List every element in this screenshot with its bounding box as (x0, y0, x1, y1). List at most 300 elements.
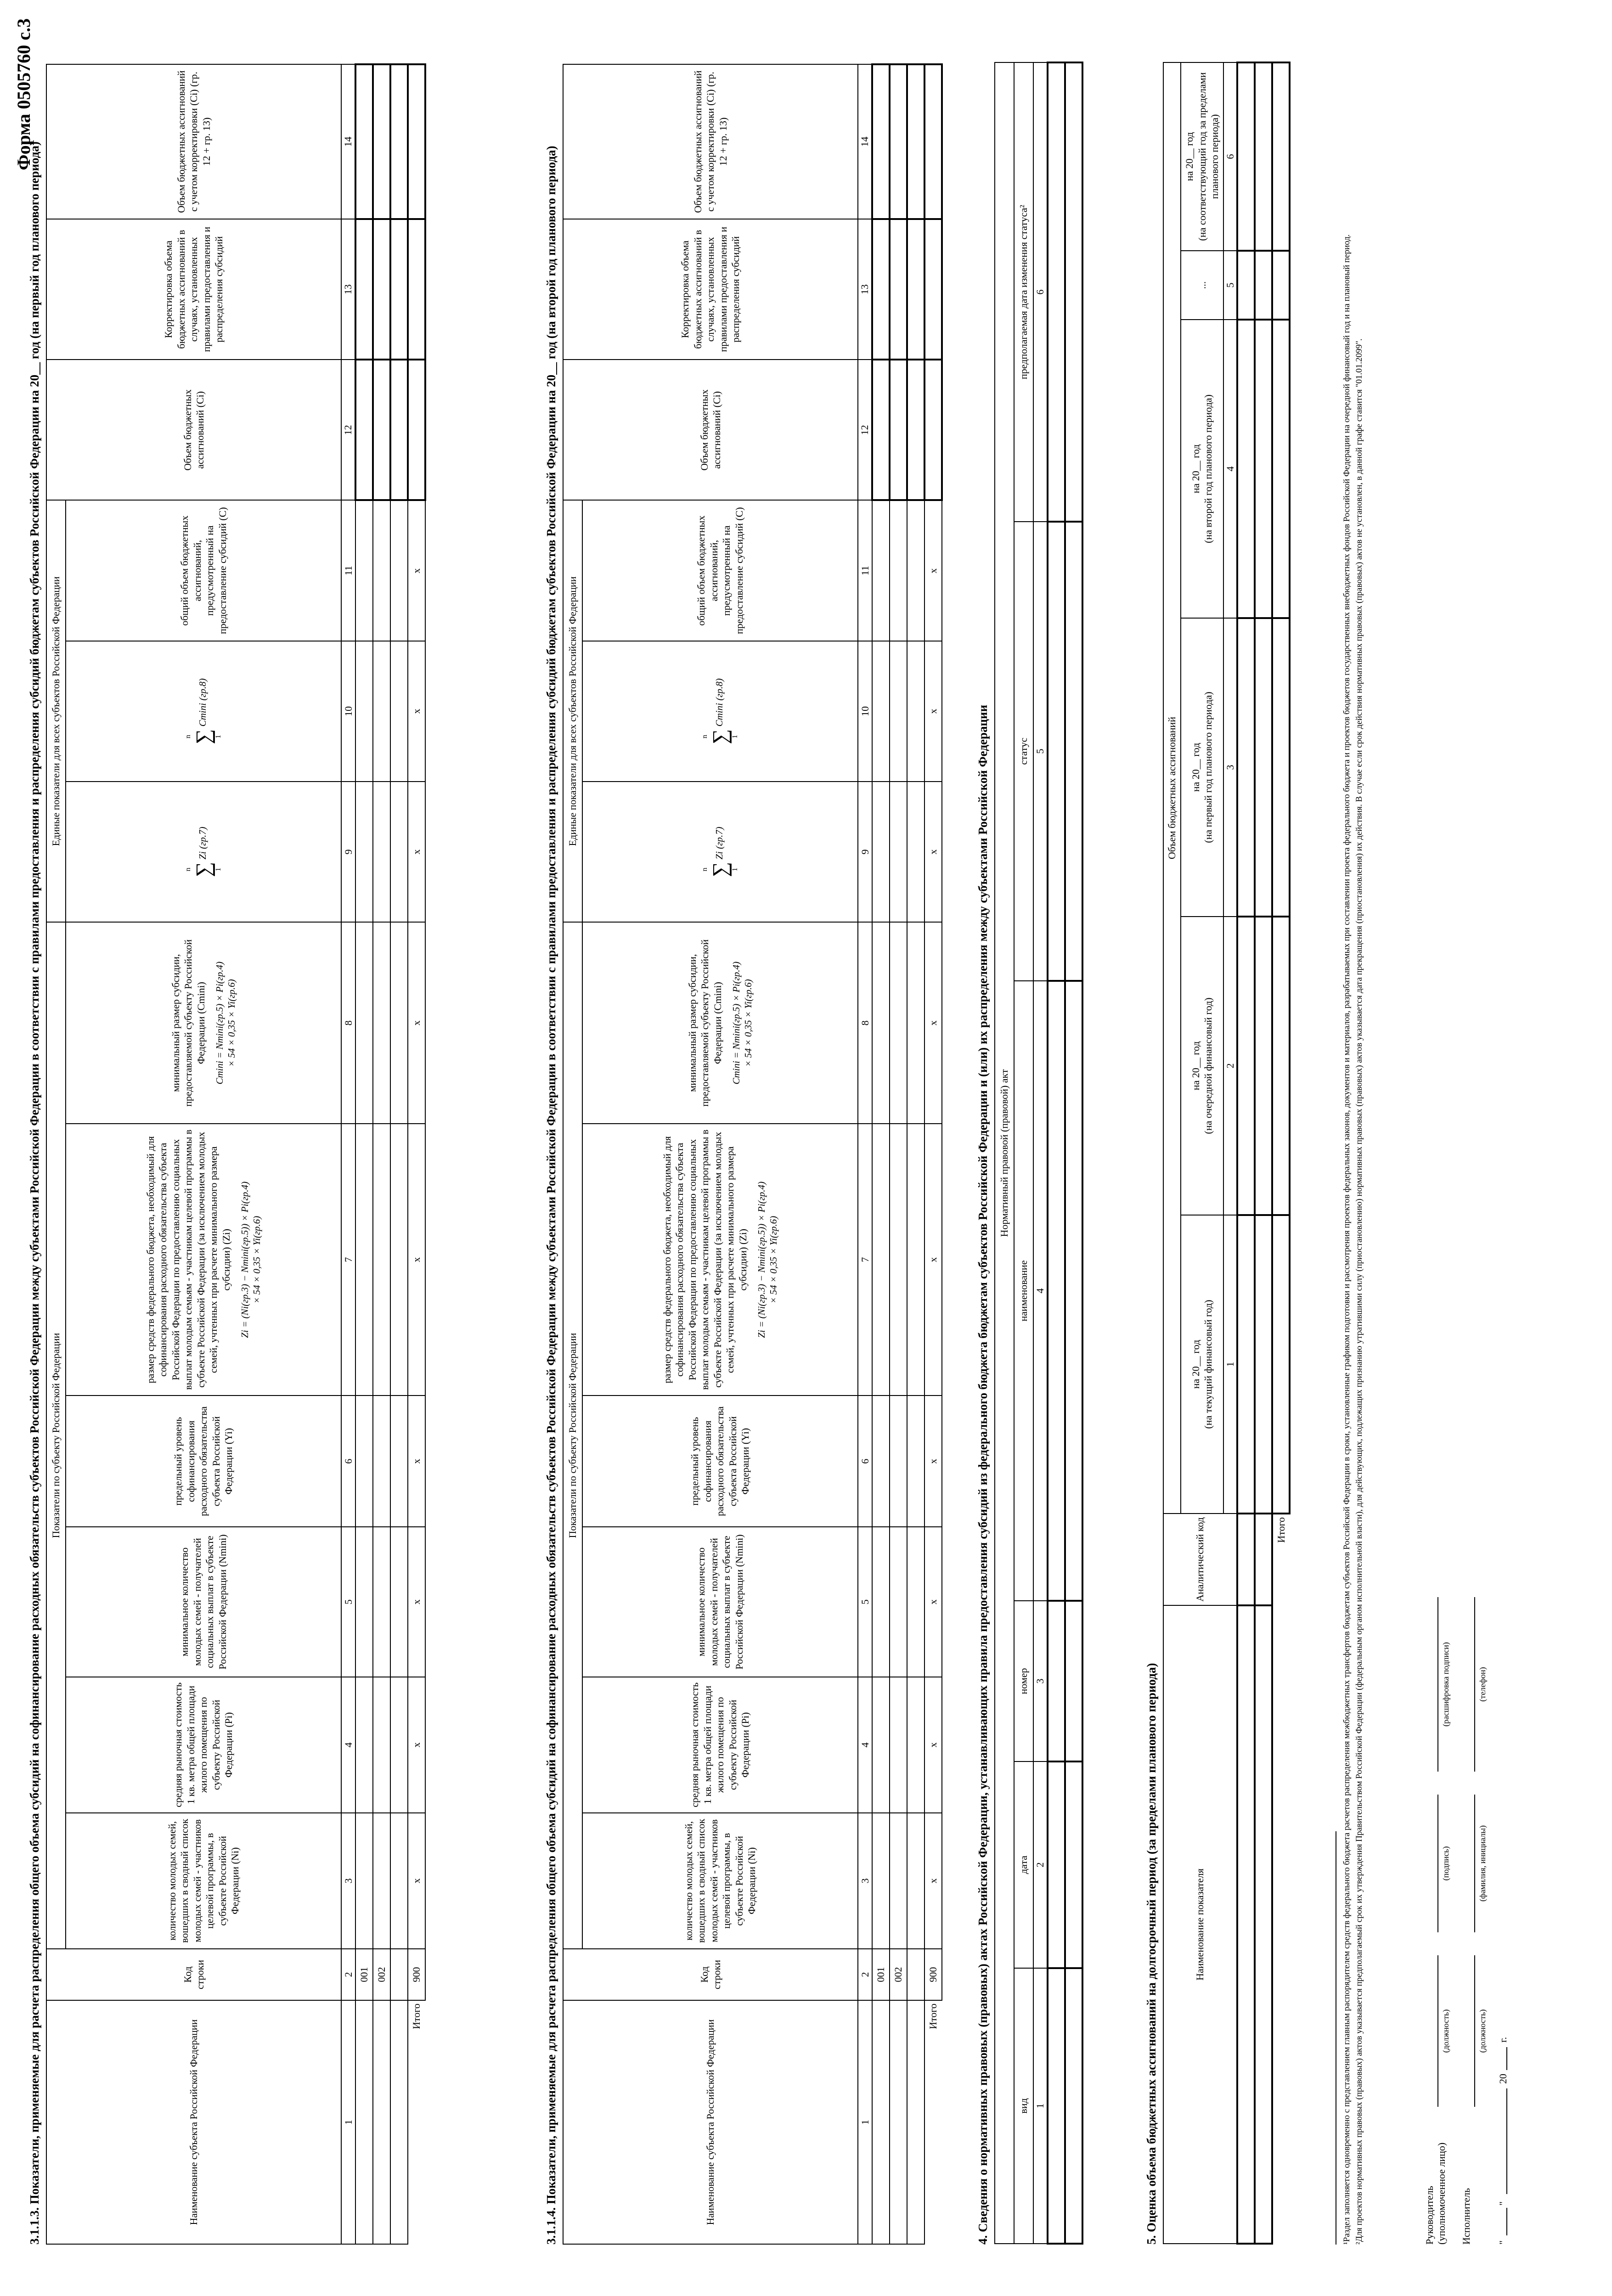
cell[interactable] (907, 1124, 924, 1396)
header-volume: Объем бюджетных ассигнований (1163, 62, 1181, 1514)
header-c7-text: размер средств федерального бюджета, необходимый для софинансирования расходного обязательства субъекта Российской Федерации по предоставлению социальных выплат молодым семьям - участникам целевой программы в субъекте Российской Федерации (за исключением молодых семей, учтенных при расчете минимального размера субсидии) (Zi) (661, 1129, 749, 1390)
header-y3-sub: (на первый год планового периода) (1202, 692, 1214, 843)
row-code: 001 (872, 1949, 890, 2000)
cell[interactable] (1255, 320, 1272, 618)
header-c10 (582, 641, 858, 782)
header-act: Нормативный правовой (правовой) акт (995, 62, 1014, 2244)
cell[interactable] (890, 641, 907, 782)
header-subject-name: Наименование субъекта Российской Федерации (563, 2000, 858, 2244)
head-label (1424, 2143, 1448, 2245)
table-row (390, 64, 408, 2244)
header-c8-text: минимальный размер субсидии, предоставляемой субъекту Российской Федерации (Cmini) (686, 939, 723, 1107)
cell[interactable] (355, 1527, 373, 1677)
header-c7-text: размер средств федерального бюджета, необходимый для софинансирования расходного обязательства субъекта Российской Федерации по предоставлению социальных выплат молодым семьям - участникам целевой программы в субъекте Российской Федерации (за исключением молодых семей, учтенных при расчете минимального размера субсидии) (Zi) (144, 1129, 232, 1390)
col-num: 2 (1223, 917, 1238, 1215)
col-num: 10 (341, 641, 355, 782)
header-c8-formula-a: Cmini = Nmini(гр.5) × Pi(гр.4) (731, 961, 742, 1085)
col-num: 2 (341, 1949, 355, 2000)
cell[interactable] (1048, 1761, 1065, 1968)
header-c11: общий объем бюджетных ассигнований, предусмотренный на предоставление субсидий (C) (66, 501, 341, 641)
x-mark: x (924, 1677, 942, 1813)
cell[interactable] (390, 641, 408, 782)
header-y1-year: на 20__ год (1189, 1339, 1201, 1389)
cell[interactable] (1255, 251, 1272, 320)
exec-position-field[interactable] (1474, 1955, 1475, 2107)
cell[interactable] (373, 219, 390, 360)
date-year-prefix: 20 (1497, 2074, 1509, 2084)
cell[interactable] (890, 1527, 907, 1677)
cell[interactable] (390, 1124, 408, 1396)
date-year-field[interactable] (1506, 2047, 1507, 2070)
col-num: 9 (858, 782, 872, 922)
col-num: 12 (341, 360, 355, 500)
cell[interactable] (373, 1124, 390, 1396)
cell[interactable] (373, 1813, 390, 1949)
cell[interactable] (355, 64, 373, 219)
cell[interactable] (924, 64, 942, 219)
head-label-1: Руководитель (1424, 2186, 1435, 2245)
cell[interactable] (1048, 981, 1065, 1601)
cell[interactable] (1272, 62, 1290, 251)
cell[interactable] (390, 501, 408, 641)
exec-phone-caption: (телефон) (1478, 1667, 1487, 1702)
header-group-subject: Показатели по субъекту Российской Федерации (563, 922, 582, 1949)
header-c8-formula-b: × 54 × 0,35 × Yi(гр.6) (226, 979, 237, 1067)
col-num: 11 (858, 501, 872, 641)
header-c14: Объем бюджетных ассигнований с учетом корректировки (Ci) (гр. 12 + гр. 13) (563, 64, 858, 219)
total-label: Итого (927, 2003, 939, 2029)
header-c10 (66, 641, 341, 782)
cell[interactable] (1237, 62, 1255, 251)
x-mark: x (408, 1527, 425, 1677)
cell[interactable] (355, 641, 373, 782)
cell[interactable] (907, 1677, 924, 1813)
cell[interactable] (890, 782, 907, 922)
table-row (355, 64, 373, 2244)
col-num: 7 (858, 1124, 872, 1396)
col-num: 5 (341, 1527, 355, 1677)
cell[interactable] (907, 1949, 924, 2000)
section-3113-title: 3.1.1.3. Показатели, применяемые для расчета распределения общего объема субсидий на софинансирование расходных обязательств субъектов Российской Федерации между субъектами Российской Федерации в соответствии с правилами предоставления и распределения субсидий бюджетам субъектов Российской Федерации на 20__ год (на первый год планового периода) (28, 141, 41, 2245)
header-status: статус (1014, 522, 1033, 981)
cell[interactable] (373, 2000, 390, 2244)
cell[interactable] (355, 360, 373, 500)
x-mark: x (924, 922, 942, 1124)
header-y1 (1181, 1215, 1223, 1514)
header-group-all: Единые показатели для всех субъектов Российской Федерации (563, 501, 582, 923)
footnote-1: ¹Раздел заполняется одновременно с представлением главным распорядителем средств федерального бюджета расчетов распределения межбюджетных трансфертов бюджетам субъектов Российской Федерации в сроки, установленные графиком подготовки и рассмотрения проектов федеральных законов, документов и материалов, разрабатываемых при составлении проекта федерального бюджета и проектов бюджетов государственных внебюджетных фондов Российской Федерации на очередной финансовый год и на плановый период. (1342, 234, 1352, 2245)
header-dots: ... (1181, 251, 1223, 320)
exec-position-caption: (должность) (1478, 2009, 1487, 2053)
footnote-2: ²Для проектов нормативных правовых (правовых) актов указывается предполагаемый срок их утверждения Правительством Российской Федерации (федеральным органом исполнительной власти), для действующих, подлежащих признанию утратившими силу (приостановлению) нормативных правовых (правовых) актов указывается дата прекращения (приостановления) их действия. В случае если срок действия нормативных правовых (правовых) актов не установлен, в данной графе ставится "01.01.2099". (1354, 338, 1364, 2245)
cell[interactable] (890, 501, 907, 641)
cell[interactable] (355, 2000, 373, 2244)
col-num: 1 (341, 2000, 355, 2244)
header-y4-year: на 20__ год (1189, 444, 1201, 494)
cell[interactable] (355, 1124, 373, 1396)
cell[interactable] (408, 360, 425, 500)
x-mark: x (408, 922, 425, 1124)
cell[interactable] (355, 922, 373, 1124)
cell[interactable] (1255, 1215, 1272, 1514)
cell[interactable] (1065, 62, 1082, 522)
cell[interactable] (390, 782, 408, 922)
cell[interactable] (373, 1396, 390, 1527)
cell[interactable] (355, 782, 373, 922)
header-status-date: предполагаемая дата изменения статуса² (1014, 62, 1033, 522)
cell[interactable] (1048, 1968, 1065, 2244)
cell[interactable] (1237, 251, 1255, 320)
cell[interactable] (907, 641, 924, 782)
header-c8 (582, 922, 858, 1124)
cell[interactable] (872, 1527, 890, 1677)
header-y2-year: на 20__ год (1189, 1041, 1201, 1091)
header-c3: количество молодых семей, вошедших в сводный список молодых семей - участников целевой программы, в субъекте Российской Федерации (Ni) (66, 1813, 341, 1949)
cell[interactable] (390, 219, 408, 360)
cell[interactable] (355, 1677, 373, 1813)
cell[interactable] (890, 219, 907, 360)
cell[interactable] (872, 64, 890, 219)
header-c13: Корректировка объема бюджетных ассигнований в случаях, установленных правилами предоставления и распределения субсидий (563, 219, 858, 360)
header-indicator: Наименование показателя (1163, 1605, 1237, 2244)
cell[interactable] (890, 64, 907, 219)
cell[interactable] (1255, 62, 1272, 251)
date-day-field[interactable] (1506, 2208, 1507, 2235)
exec-label: Исполнитель (1460, 2188, 1472, 2245)
col-num: 4 (858, 1677, 872, 1813)
table-row (1237, 62, 1255, 2244)
col-num: 3 (1223, 618, 1238, 917)
exec-phone-field[interactable] (1474, 1597, 1475, 1772)
header-number: номер (1014, 1601, 1033, 1761)
cell[interactable] (872, 219, 890, 360)
header-c7-formula-a: Zi = (Ni(гр.3) − Nmini(гр.5)) × Pi(гр.4) (756, 1181, 767, 1338)
cell[interactable] (872, 1396, 890, 1527)
cell[interactable] (1048, 62, 1065, 522)
row-code: 002 (373, 1949, 390, 2000)
column-numbers-row (341, 64, 355, 2244)
cell[interactable] (355, 1813, 373, 1949)
cell[interactable] (1065, 522, 1082, 981)
header-y5-year: на 20__ год (1184, 132, 1195, 181)
x-mark: x (408, 1813, 425, 1949)
cell[interactable] (907, 64, 924, 219)
acts-table (994, 62, 1083, 2245)
section-3114-title: 3.1.1.4. Показатели, применяемые для расчета распределения общего объема субсидий на софинансирование расходных обязательств субъектов Российской Федерации между субъектами Российской Федерации в соответствии с правилами предоставления и распределения субсидий бюджетам субъектов Российской Федерации на 20__ год (на второй год планового периода) (544, 146, 558, 2245)
header-group-all: Единые показатели для всех субъектов Российской Федерации (46, 501, 66, 923)
cell[interactable] (373, 360, 390, 500)
cell[interactable] (872, 1677, 890, 1813)
header-y4 (1181, 320, 1223, 618)
sum-symbol: n ∑ 1 (184, 862, 222, 877)
cell[interactable] (1255, 618, 1272, 917)
header-c10-label: Cmini (гр.8) (197, 678, 209, 727)
header-c5: минимальное количество молодых семей - получателей социальных выплат в субъекте Российской Федерации (Nmini) (582, 1527, 858, 1677)
sum-symbol: n ∑ 1 (701, 729, 739, 744)
section-5-title: 5. Оценка объема бюджетных ассигнований на долгосрочный период (за пределами планового периода) (1144, 1663, 1158, 2245)
col-num: 7 (341, 1124, 355, 1396)
head-decoding-field[interactable] (1437, 1597, 1438, 1772)
header-c5: минимальное количество молодых семей - получателей социальных выплат в субъекте Российской Федерации (Nmini) (66, 1527, 341, 1677)
total-row (408, 64, 425, 2244)
header-c7 (66, 1124, 341, 1396)
header-kind: вид (1014, 1968, 1033, 2244)
header-group-subject: Показатели по субъекту Российской Федерации (46, 922, 66, 1949)
header-y5-sub: (на соответствующий год за пределами планового периода) (1196, 72, 1220, 241)
header-c9 (582, 782, 858, 922)
cell[interactable] (1237, 1215, 1255, 1514)
cell[interactable] (907, 219, 924, 360)
x-mark: x (924, 1527, 942, 1677)
cell[interactable] (907, 922, 924, 1124)
cell[interactable] (890, 2000, 907, 2244)
header-c6: предельный уровень софинансирования расходного обязательства субъекта Российской Федерации (Yi) (582, 1396, 858, 1527)
cell[interactable] (890, 1677, 907, 1813)
head-label-2: (уполномоченное лицо) (1436, 2142, 1448, 2245)
x-mark: x (408, 1396, 425, 1527)
cell[interactable] (1255, 1605, 1272, 2244)
head-position-caption: (должность) (1441, 2009, 1450, 2053)
exec-fio-field[interactable] (1474, 1795, 1475, 1932)
cell[interactable] (872, 641, 890, 782)
cell[interactable] (390, 2000, 408, 2244)
cell[interactable] (390, 1396, 408, 1527)
cell[interactable] (390, 1527, 408, 1677)
row-code: 002 (890, 1949, 907, 2000)
table-row (890, 64, 907, 2244)
cell[interactable] (373, 641, 390, 782)
table-row (1048, 62, 1065, 2244)
col-num: 1 (1223, 1215, 1238, 1514)
table-row (872, 64, 890, 2244)
cell[interactable] (1048, 1601, 1065, 1761)
header-y1-sub: (на текущий финансовый год) (1202, 1300, 1214, 1429)
cell[interactable] (355, 1396, 373, 1527)
col-num: 6 (341, 1396, 355, 1527)
footnotes (1341, 59, 1365, 2245)
cell[interactable] (890, 1813, 907, 1949)
signature-exec-row (1460, 1142, 1497, 2245)
header-c13: Корректировка объема бюджетных ассигнований в случаях, установленных правилами предоставления и распределения субсидий (46, 219, 341, 360)
cell[interactable] (390, 1949, 408, 2000)
cell[interactable] (890, 1124, 907, 1396)
cell[interactable] (1272, 917, 1290, 1215)
cell[interactable] (1065, 1601, 1082, 1761)
total-label: Итого (411, 2003, 423, 2029)
cell[interactable] (1255, 917, 1272, 1215)
col-num: 4 (1033, 981, 1048, 1601)
header-c12: Объем бюджетных ассигнований (Ci) (46, 360, 341, 500)
cell-empty (1272, 1605, 1290, 2244)
cell[interactable] (907, 1527, 924, 1677)
date-suffix: г. (1497, 2037, 1509, 2043)
cell[interactable] (872, 501, 890, 641)
cell[interactable] (1272, 320, 1290, 618)
cell[interactable] (1272, 1215, 1290, 1514)
cell[interactable] (1255, 1514, 1272, 1605)
calc-table-3114 (563, 63, 943, 2245)
header-y3-year: на 20__ год (1189, 743, 1201, 792)
table-row (907, 64, 924, 2244)
date-quote-open: " (1497, 2240, 1509, 2245)
cell[interactable] (907, 360, 924, 500)
col-num: 1 (858, 2000, 872, 2244)
total-row (924, 64, 942, 2244)
cell[interactable] (872, 2000, 890, 2244)
cell[interactable] (1237, 1605, 1255, 2244)
header-c14: Объем бюджетных ассигнований с учетом корректировки (Ci) (гр. 12 + гр. 13) (46, 64, 341, 219)
x-mark: x (924, 1124, 942, 1396)
col-num: 4 (1223, 320, 1238, 618)
cell[interactable] (924, 360, 942, 500)
cell[interactable] (390, 1677, 408, 1813)
x-mark: x (408, 782, 425, 922)
header-c8-text: минимальный размер субсидии, предоставляемой субъекту Российской Федерации (Cmini) (169, 939, 207, 1107)
cell[interactable] (390, 64, 408, 219)
col-num: 2 (858, 1949, 872, 2000)
col-num: 1 (1033, 1968, 1048, 2244)
row-code: 001 (355, 1949, 373, 2000)
x-mark: x (408, 641, 425, 782)
cell[interactable] (408, 64, 425, 219)
header-c9-label: Zi (гр.7) (714, 827, 725, 860)
exec-fio-caption: (фамилия, инициалы) (1478, 1825, 1487, 1902)
total-code: 900 (924, 1949, 942, 2000)
cell[interactable] (355, 219, 373, 360)
cell[interactable] (1065, 1761, 1082, 1968)
header-c4: средняя рыночная стоимость 1 кв. метра общей площади жилого помещения по субъекту Российской Федерации (Pi) (582, 1677, 858, 1813)
col-num: 3 (1033, 1601, 1048, 1761)
cell[interactable] (373, 922, 390, 1124)
col-num: 10 (858, 641, 872, 782)
x-mark: x (924, 641, 942, 782)
header-c6: предельный уровень софинансирования расходного обязательства субъекта Российской Федерации (Yi) (66, 1396, 341, 1527)
date-month-field[interactable] (1506, 2088, 1507, 2194)
header-c11: общий объем бюджетных ассигнований, предусмотренный на предоставление субсидий (C) (582, 501, 858, 641)
cell[interactable] (1237, 917, 1255, 1215)
cell[interactable] (373, 1677, 390, 1813)
table-row (1255, 62, 1272, 2244)
cell[interactable] (373, 782, 390, 922)
head-signature-field[interactable] (1437, 1795, 1438, 1932)
header-y2-sub: (на очередной финансовый год) (1202, 997, 1214, 1134)
header-c9 (66, 782, 341, 922)
col-num: 5 (1223, 251, 1238, 320)
column-numbers-row (1033, 62, 1048, 2244)
col-num: 13 (341, 219, 355, 360)
col-num: 14 (341, 64, 355, 219)
col-num: 4 (341, 1677, 355, 1813)
head-decoding-caption: (расшифровка подписи) (1441, 1642, 1450, 1727)
date-quote-close: " (1497, 2201, 1509, 2206)
head-position-field[interactable] (1437, 1955, 1438, 2107)
cell[interactable] (355, 501, 373, 641)
col-num: 6 (1033, 62, 1048, 522)
x-mark: x (924, 501, 942, 641)
cell[interactable] (1048, 522, 1065, 981)
cell[interactable] (907, 2000, 924, 2244)
cell[interactable] (1237, 618, 1255, 917)
header-c7-formula-a: Zi = (Ni(гр.3) − Nmini(гр.5)) × Pi(гр.4) (239, 1181, 250, 1338)
cell[interactable] (1065, 1968, 1082, 2244)
header-name: наименование (1014, 981, 1033, 1601)
col-num: 3 (341, 1813, 355, 1949)
col-num: 8 (858, 922, 872, 1124)
total-code: 900 (408, 1949, 425, 2000)
cell[interactable] (924, 219, 942, 360)
x-mark: x (408, 1124, 425, 1396)
cell[interactable] (907, 501, 924, 641)
cell[interactable] (890, 922, 907, 1124)
cell[interactable] (872, 1813, 890, 1949)
cell[interactable] (373, 1527, 390, 1677)
cell[interactable] (907, 1813, 924, 1949)
cell[interactable] (1272, 251, 1290, 320)
header-c10-label: Cmini (гр.8) (714, 678, 725, 727)
cell[interactable] (1272, 618, 1290, 917)
header-c12: Объем бюджетных ассигнований (Ci) (563, 360, 858, 500)
col-num: 5 (1033, 522, 1048, 981)
col-num: 12 (858, 360, 872, 500)
cell[interactable] (408, 219, 425, 360)
cell[interactable] (1065, 981, 1082, 1601)
total-label: Итого (1275, 1517, 1287, 1543)
cell[interactable] (907, 782, 924, 922)
cell[interactable] (1237, 1514, 1255, 1605)
cell[interactable] (872, 782, 890, 922)
header-c4: средняя рыночная стоимость 1 кв. метра общей площади жилого помещения по субъекту Российской Федерации (Pi) (66, 1677, 341, 1813)
sum-symbol: n ∑ 1 (184, 729, 222, 744)
cell[interactable] (907, 1396, 924, 1527)
signature-date-row (1497, 1142, 1534, 2245)
cell[interactable] (872, 360, 890, 500)
col-num: 8 (341, 922, 355, 1124)
col-num: 11 (341, 501, 355, 641)
x-mark: x (924, 1813, 942, 1949)
x-mark: x (924, 782, 942, 922)
header-date: дата (1014, 1761, 1033, 1968)
table-row (1065, 62, 1082, 2244)
calc-table-3113 (46, 63, 426, 2245)
cell[interactable] (872, 1124, 890, 1396)
form-label: Форма 0505760 с.3 (13, 18, 34, 170)
cell[interactable] (390, 1813, 408, 1949)
header-y4-sub: (на второй год планового периода) (1202, 394, 1214, 543)
col-num: 5 (858, 1527, 872, 1677)
header-subject-name: Наименование субъекта Российской Федерации (46, 2000, 341, 2244)
longterm-table (1163, 62, 1291, 2245)
x-mark: x (924, 1396, 942, 1527)
cell[interactable] (390, 360, 408, 500)
sum-symbol: n ∑ 1 (701, 862, 739, 877)
header-c7-formula-b: × 54 × 0,35 × Yi(гр.6) (251, 1216, 263, 1304)
cell[interactable] (373, 501, 390, 641)
header-row-code: Код строки (46, 1949, 341, 2000)
cell[interactable] (390, 922, 408, 1124)
cell[interactable] (890, 1396, 907, 1527)
header-row-code: Код строки (563, 1949, 858, 2000)
col-num: 13 (858, 219, 872, 360)
cell[interactable] (373, 64, 390, 219)
header-c3: количество молодых семей, вошедших в сводный список молодых семей - участников целевой программы, в субъекте Российской Федерации (Ni) (582, 1813, 858, 1949)
x-mark: x (408, 501, 425, 641)
x-mark: x (408, 1677, 425, 1813)
total-row (1272, 62, 1290, 2244)
cell[interactable] (890, 360, 907, 500)
cell[interactable] (1237, 320, 1255, 618)
table-row (373, 64, 390, 2244)
cell[interactable] (872, 922, 890, 1124)
